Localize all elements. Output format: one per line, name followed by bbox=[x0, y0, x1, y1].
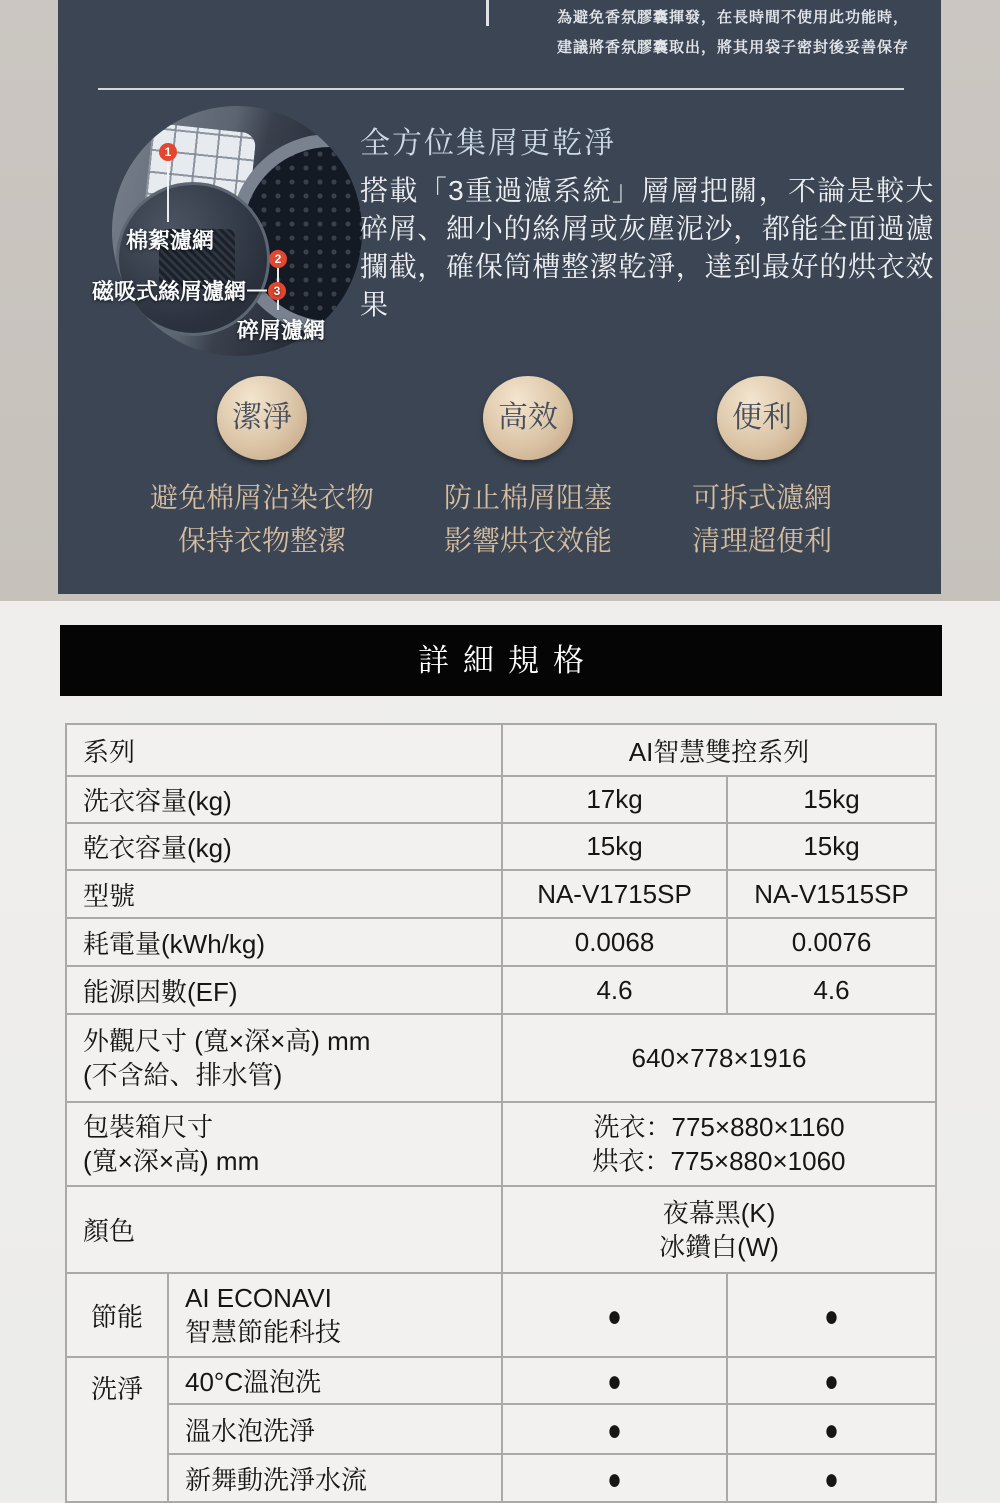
dot-icon: ● bbox=[824, 1299, 839, 1333]
table-row bbox=[66, 1273, 936, 1357]
note-line-1: 為避免香氛膠囊揮發，在長時間不使用此功能時， bbox=[556, 9, 909, 26]
spec-value-line1: 夜幕黑(K) bbox=[662, 1197, 776, 1228]
feature-efficient bbox=[444, 376, 612, 562]
spec-value-model1: 4.6 bbox=[502, 966, 727, 1014]
feature-clean-badge-label: 潔淨 bbox=[231, 401, 292, 434]
spec-value bbox=[502, 1102, 936, 1186]
feature-efficient-desc-line2: 影響烘衣效能 bbox=[443, 525, 613, 556]
table-row bbox=[66, 776, 936, 823]
spec-value-model2: NA-V1515SP bbox=[727, 870, 936, 918]
spec-category: 節能 bbox=[66, 1273, 168, 1357]
spec-value: 640×778×1916 bbox=[502, 1014, 936, 1102]
feature-convenient-desc-line2: 清理超便利 bbox=[691, 525, 833, 556]
spec-dot-model2 bbox=[727, 1273, 936, 1357]
feature-convenient bbox=[692, 376, 832, 562]
feature-convenient-desc-line1: 可拆式濾網 bbox=[691, 482, 833, 513]
feature-efficient-desc-line1: 防止棉屑阻塞 bbox=[443, 482, 613, 513]
dot-icon: ● bbox=[607, 1364, 622, 1399]
hero-headline: 全方位集屑更乾淨 bbox=[360, 127, 616, 160]
spec-label: 型號 bbox=[66, 870, 502, 918]
spec-label-line2: (寬×深×高) mm bbox=[83, 1146, 260, 1176]
feature-efficient-badge bbox=[483, 376, 573, 460]
spec-label-line2: (不含給、排水管) bbox=[83, 1060, 283, 1090]
table-row bbox=[66, 1454, 936, 1502]
fragrance-capsule-note bbox=[557, 3, 909, 63]
spec-feature-line2: 智慧節能科技 bbox=[185, 1317, 342, 1347]
number-1-badge: 1 bbox=[159, 143, 177, 161]
feature-clean-desc-line1: 避免棉屑沾染衣物 bbox=[149, 482, 375, 513]
spec-dot-model1 bbox=[502, 1273, 727, 1357]
spec-dot-model1 bbox=[502, 1357, 727, 1404]
feature-clean bbox=[150, 376, 374, 562]
spec-dot-model2 bbox=[727, 1357, 936, 1404]
spec-category: 洗淨 bbox=[66, 1357, 168, 1502]
spec-label: 洗衣容量(kg) bbox=[66, 776, 502, 823]
filter-lid-image bbox=[116, 182, 270, 336]
label-magnetic-filter bbox=[92, 275, 286, 306]
spec-feature: 溫水泡洗淨 bbox=[168, 1404, 502, 1454]
spec-label bbox=[66, 1014, 502, 1102]
feature-clean-desc-line2: 保持衣物整潔 bbox=[177, 525, 347, 556]
spec-label-line1: 外觀尺寸 (寬×深×高) mm bbox=[83, 1026, 371, 1056]
spec-value-model1: NA-V1715SP bbox=[502, 870, 727, 918]
section-divider-line bbox=[98, 88, 904, 90]
feature-clean-badge bbox=[217, 376, 307, 460]
feature-convenient-desc bbox=[692, 476, 832, 562]
spec-value bbox=[502, 1186, 936, 1273]
dot-icon: ● bbox=[607, 1413, 622, 1447]
dot-icon: ● bbox=[824, 1462, 839, 1496]
spec-value-line2: 烘衣：775×880×1060 bbox=[592, 1146, 846, 1176]
spec-value-model2: 0.0076 bbox=[727, 918, 936, 966]
dot-icon: ● bbox=[824, 1413, 839, 1447]
spec-label-line1: 包裝箱尺寸 bbox=[83, 1112, 214, 1142]
feature-clean-desc bbox=[150, 476, 374, 562]
spec-value-model2: 4.6 bbox=[727, 966, 936, 1014]
label-connector-dash: — bbox=[247, 279, 268, 301]
spec-dot-model2 bbox=[727, 1404, 936, 1454]
table-row bbox=[66, 870, 936, 918]
note-line-2: 建議將香氛膠囊取出，將其用袋子密封後妥善保存 bbox=[556, 39, 909, 56]
spec-value: AI智慧雙控系列 bbox=[502, 724, 936, 776]
table-row bbox=[66, 823, 936, 870]
spec-value-line1: 洗衣：775×880×1160 bbox=[593, 1112, 845, 1142]
label-lint-filter: 棉絮濾網 bbox=[125, 228, 214, 253]
spec-feature bbox=[168, 1273, 502, 1357]
spec-feature: 40°C溫泡洗 bbox=[168, 1357, 502, 1404]
table-row bbox=[66, 966, 936, 1014]
hero-paragraph: 搭載「3重過濾系統」層層把關，不論是較大碎屑、細小的絲屑或灰塵泥沙，都能全面過濾攔截，確保筒槽整潔乾淨，達到最好的烘衣效果 bbox=[360, 175, 934, 320]
spec-label bbox=[66, 1102, 502, 1186]
spec-label: 乾衣容量(kg) bbox=[66, 823, 502, 870]
top-divider-tick bbox=[486, 0, 489, 26]
feature-convenient-badge-label: 便利 bbox=[731, 401, 792, 434]
table-row bbox=[66, 918, 936, 966]
spec-label: 耗電量(kWh/kg) bbox=[66, 918, 502, 966]
dot-icon: ● bbox=[607, 1299, 622, 1333]
leader-line-1 bbox=[167, 161, 169, 222]
feature-efficient-desc bbox=[444, 476, 612, 562]
table-row bbox=[66, 1404, 936, 1454]
spec-label: 顏色 bbox=[66, 1186, 502, 1273]
spec-dot-model2 bbox=[727, 1454, 936, 1502]
spec-table bbox=[65, 723, 937, 1503]
spec-value-model1: 0.0068 bbox=[502, 918, 727, 966]
dot-icon: ● bbox=[824, 1364, 839, 1399]
feature-efficient-badge-label: 高效 bbox=[497, 401, 558, 434]
number-3-badge: 3 bbox=[268, 282, 286, 300]
spec-label: 系列 bbox=[66, 724, 502, 776]
spec-label: 能源因數(EF) bbox=[66, 966, 502, 1014]
spec-feature-line1: AI ECONAVI bbox=[185, 1283, 332, 1313]
table-row bbox=[66, 1014, 936, 1102]
label-debris-filter: 碎屑濾網 bbox=[237, 318, 326, 343]
spec-value-model1: 15kg bbox=[502, 823, 727, 870]
spec-value-line2: 冰鑽白(W) bbox=[659, 1231, 779, 1262]
table-row bbox=[66, 1357, 936, 1404]
spec-dot-model1 bbox=[502, 1404, 727, 1454]
table-row bbox=[66, 1102, 936, 1186]
number-2-badge: 2 bbox=[269, 250, 287, 268]
spec-value-model2: 15kg bbox=[727, 776, 936, 823]
spec-dot-model1 bbox=[502, 1454, 727, 1502]
table-row bbox=[66, 724, 936, 776]
label-magnetic-filter-text: 磁吸式絲屑濾網 bbox=[92, 279, 247, 304]
hero-panel bbox=[58, 0, 941, 594]
spec-section-title: 詳細規格 bbox=[60, 625, 942, 696]
dot-icon: ● bbox=[607, 1462, 622, 1496]
spec-value-model1: 17kg bbox=[502, 776, 727, 823]
table-row bbox=[66, 1186, 936, 1273]
feature-convenient-badge bbox=[717, 376, 807, 460]
spec-value-model2: 15kg bbox=[727, 823, 936, 870]
spec-feature: 新舞動洗淨水流 bbox=[168, 1454, 502, 1502]
